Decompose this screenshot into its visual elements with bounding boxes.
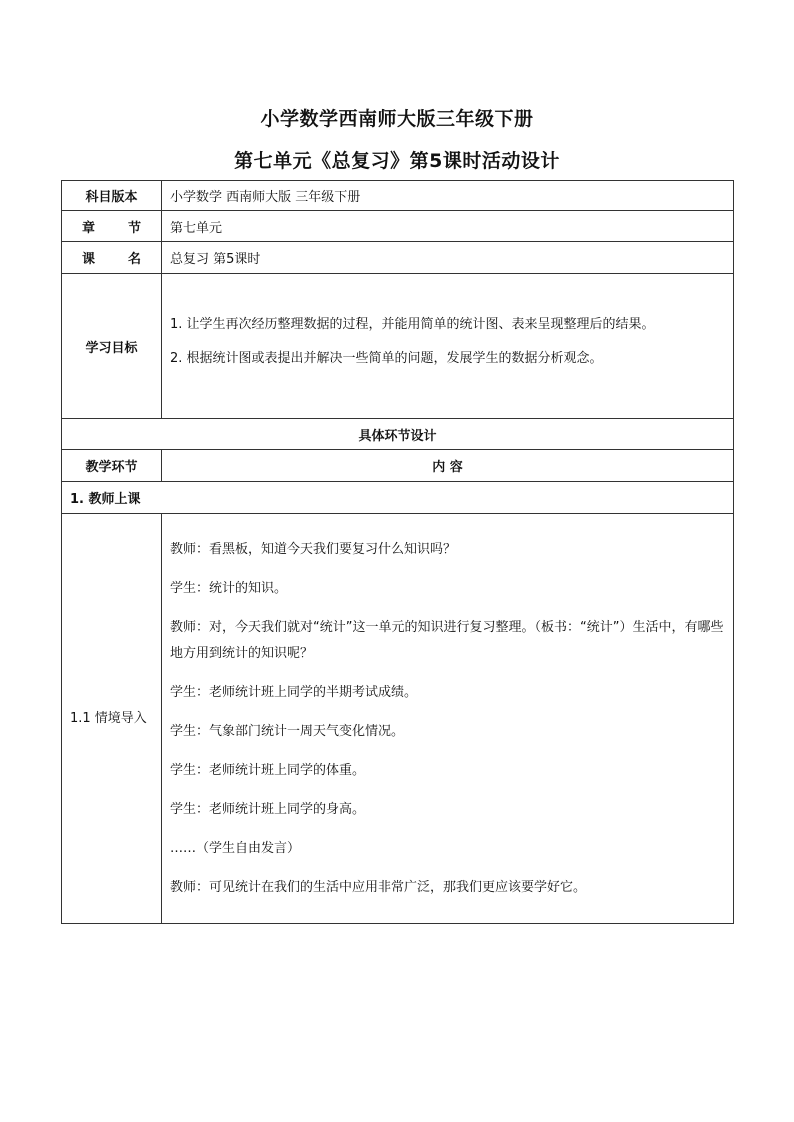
goals-label: 学习目标 <box>62 274 162 419</box>
column-header-content: 内 容 <box>162 450 734 482</box>
dialog-line: 教师：可见统计在我们的生活中应用非常广泛，那我们更应该要学好它。 <box>170 879 587 895</box>
dialog-line: 教师：看黑板，知道今天我们要复习什么知识吗？ <box>170 541 457 557</box>
chapter-label <box>62 211 162 242</box>
row-lesson <box>62 242 734 274</box>
lesson-label-char2: 名 <box>127 252 141 267</box>
goals-content <box>162 274 734 419</box>
design-header: 具体环节设计 <box>62 419 734 450</box>
row-section-1 <box>62 482 734 514</box>
dialog-content <box>162 514 734 924</box>
dialog-line: 学生：老师统计班上同学的半期考试成绩。 <box>170 684 418 700</box>
lesson-label-char1: 课 <box>82 252 96 267</box>
chapter-value: 第七单元 <box>162 211 734 242</box>
stage-label: 1.1 情境导入 <box>62 514 162 924</box>
dialog-line: 学生：气象部门统计一周天气变化情况。 <box>170 723 405 739</box>
subject-label: 科目版本 <box>62 181 162 211</box>
row-subject <box>62 181 734 211</box>
row-stage-1-1 <box>62 514 734 924</box>
dialog-line: 学生：老师统计班上同学的身高。 <box>170 801 366 817</box>
row-chapter <box>62 211 734 242</box>
document-subtitle: 第七单元《总复习》第5课时活动设计 <box>234 150 560 172</box>
dialog-line: 学生：统计的知识。 <box>170 580 288 596</box>
dialog-line: 教师：对，今天我们就对“统计”这一单元的知识进行复习整理。（板书：“统计”）生活中，有哪些地方用到统计的知识呢？ <box>170 619 724 661</box>
goal-item: 1. 让学生再次经历整理数据的过程，并能用简单的统计图、表来呈现整理后的结果。 <box>170 317 655 332</box>
chapter-label-char1: 章 <box>82 220 96 236</box>
row-design-header <box>62 419 734 450</box>
row-goals <box>62 274 734 419</box>
lesson-value: 总复习 第5课时 <box>162 242 734 274</box>
row-column-headers <box>62 450 734 482</box>
goal-item: 2. 根据统计图或表提出并解决一些简单的问题，发展学生的数据分析观念。 <box>170 351 603 366</box>
dialog-line: 学生：老师统计班上同学的体重。 <box>170 762 366 778</box>
lesson-label <box>62 242 162 274</box>
column-header-stage: 教学环节 <box>62 450 162 482</box>
dialog-line: ……（学生自由发言） <box>170 840 301 856</box>
subject-value: 小学数学 西南师大版 三年级下册 <box>162 181 734 211</box>
section-title: 1. 教师上课 <box>62 482 734 514</box>
lesson-plan-table <box>61 180 734 924</box>
document-title: 小学数学西南师大版三年级下册 <box>260 108 534 130</box>
chapter-label-char2: 节 <box>127 220 141 236</box>
